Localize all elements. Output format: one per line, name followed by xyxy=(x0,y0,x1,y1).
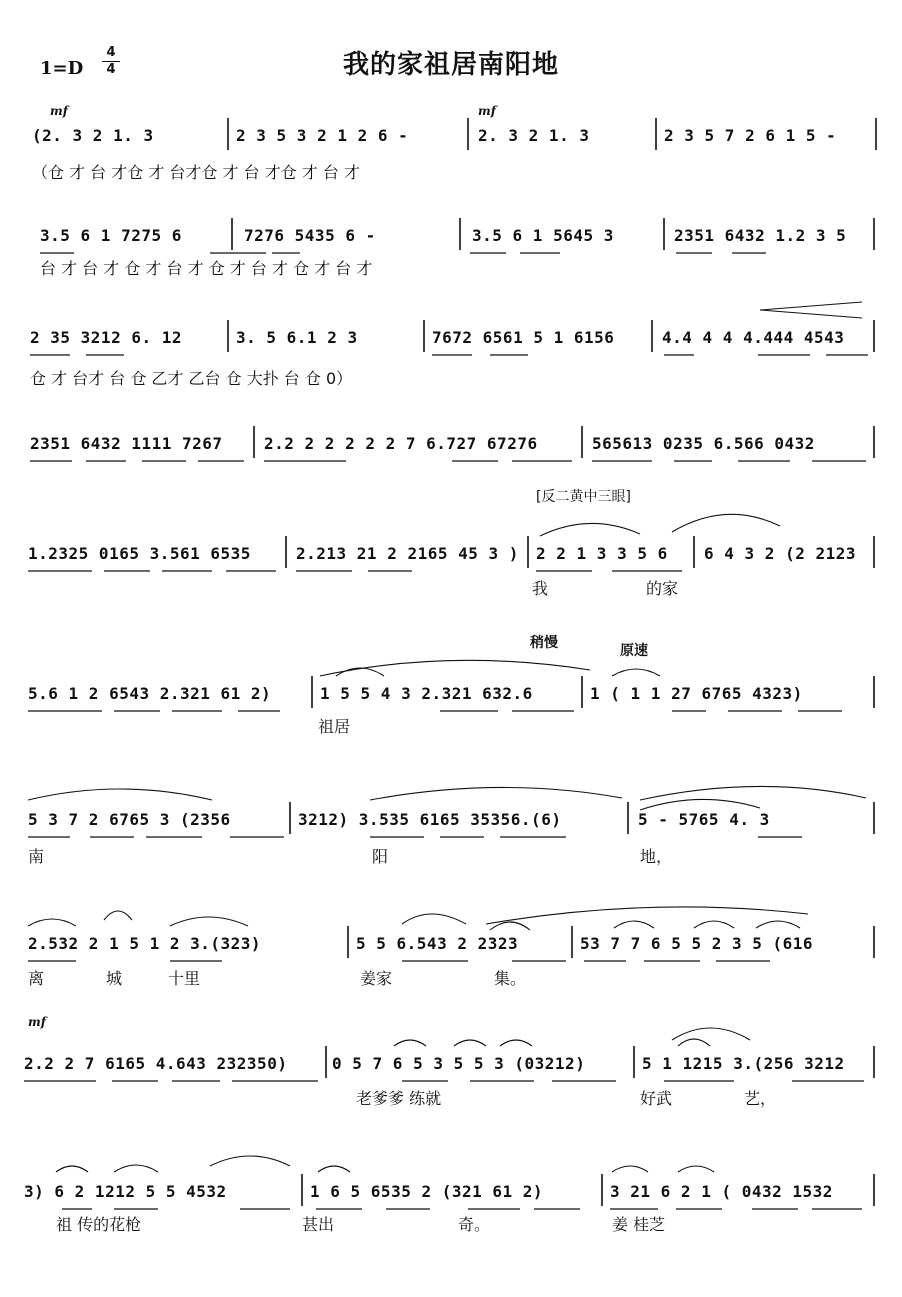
lyric: 南 xyxy=(28,847,45,866)
lyric: 十里 xyxy=(168,969,201,988)
dynamic-mark: mf xyxy=(50,104,68,118)
measure: 1 6 5 6535 2 (321 61 2) xyxy=(310,1182,544,1201)
tempo-mark-original: 原速 xyxy=(620,643,648,659)
slurs xyxy=(28,514,866,1172)
measure: 3212) 3.535 6165 35356.(6) xyxy=(298,810,562,829)
measure: 3 21 6 2 1 ( 0432 1532 xyxy=(610,1182,833,1201)
lyric: 地， xyxy=(640,847,673,866)
lyric: 离 xyxy=(28,969,45,988)
measure: 7276 5435 6 - xyxy=(244,226,376,245)
measure: 2 2 1 3 3 5 6 xyxy=(536,544,668,563)
lyric: 姜家 xyxy=(360,969,393,988)
measure: 5 3 7 2 6765 3 (2356 xyxy=(28,810,231,829)
measure: (2. 3 2 1. 3 xyxy=(32,126,154,145)
lyric: 奇。 xyxy=(458,1215,491,1234)
measure: 5 1 1215 3.(256 3212 xyxy=(642,1054,845,1073)
lyric: 祖 传的花枪 xyxy=(56,1215,142,1234)
measure: 1 5 5 4 3 2.321 632.6 xyxy=(320,684,533,703)
lyric: 姜 桂芝 xyxy=(612,1215,666,1234)
measure: 5.6 1 2 6543 2.321 61 2) xyxy=(28,684,272,703)
time-signature-top: 4 xyxy=(106,45,116,60)
measure: 5 5 6.543 2 2323 xyxy=(356,934,519,953)
measure: 2.213 21 2 2165 45 3 ) xyxy=(296,544,519,563)
time-signature-bottom: 4 xyxy=(106,62,116,77)
page-title: 我的家祖居南阳地 xyxy=(342,50,559,80)
measure: 2351 6432 1111 7267 xyxy=(30,434,223,453)
measure: 2 3 5 7 2 6 1 5 - xyxy=(664,126,837,145)
measure: 2351 6432 1.2 3 5 xyxy=(674,226,847,245)
lyric: 阳 xyxy=(372,847,389,866)
measure: 2.2 2 7 6165 4.643 232350) xyxy=(24,1054,288,1073)
percussion-line: 仓 才 台才 台 仓 乙才 乙台 仓 大扑 台 仓 0） xyxy=(30,369,353,388)
measure: 1 ( 1 1 27 6765 4323) xyxy=(590,684,803,703)
lyric: 城 xyxy=(106,969,123,988)
lyric: 集。 xyxy=(494,969,527,988)
measure: 2 3 5 3 2 1 2 6 - xyxy=(236,126,409,145)
measure: 2 35 3212 6. 12 xyxy=(30,328,182,347)
lyric: 甚出 xyxy=(302,1215,335,1234)
measure: 4.4 4 4 4.444 4543 xyxy=(662,328,845,347)
measure: 2.2 2 2 2 2 2 7 6.727 67276 xyxy=(264,434,538,453)
measure: 3.5 6 1 7275 6 xyxy=(40,226,182,245)
percussion-line: （仓 才 台 才仓 才 台才仓 才 台 才仓 才 台 才 xyxy=(32,163,360,182)
measure: 1.2325 0165 3.561 6535 xyxy=(28,544,251,563)
percussion-line: 台 才 台 才 仓 才 台 才 仓 才 台 才 仓 才 台 才 xyxy=(40,259,373,278)
measure: 3) 6 2 1212 5 5 4532 xyxy=(24,1182,227,1201)
lyric: 老爹爹 练就 xyxy=(356,1089,442,1108)
lyric: 艺， xyxy=(744,1089,777,1108)
measure: 565613 0235 6.566 0432 xyxy=(592,434,815,453)
measure: 2. 3 2 1. 3 xyxy=(478,126,590,145)
measure: 7672 6561 5 1 6156 xyxy=(432,328,615,347)
underline-beams xyxy=(24,253,868,1209)
tempo-mark-slower: 稍慢 xyxy=(530,635,558,651)
measure: 0 5 7 6 5 3 5 5 3 (03212) xyxy=(332,1054,586,1073)
dynamic-mark: mf xyxy=(478,104,496,118)
crescendo-hairpin xyxy=(760,302,862,318)
measure: 53 7 7 6 5 5 2 3 5 (616 xyxy=(580,934,814,953)
measure: 3. 5 6.1 2 3 xyxy=(236,328,358,347)
lyric: 的家 xyxy=(646,579,679,598)
lyric: 好武 xyxy=(640,1089,673,1108)
lyric: 祖居 xyxy=(318,717,351,736)
measure: 3.5 6 1 5645 3 xyxy=(472,226,614,245)
measure: 5 - 5765 4. 3 xyxy=(638,810,770,829)
measure: 6 4 3 2 (2 2123 xyxy=(704,544,856,563)
measure: 2.532 2 1 5 1 2 3.(323) xyxy=(28,934,262,953)
dynamic-mark: mf xyxy=(28,1015,46,1029)
key-signature: 1=D xyxy=(40,58,84,79)
barlines xyxy=(228,118,876,1206)
section-label: [反二黄中三眼] xyxy=(536,489,631,505)
lyric: 我 xyxy=(532,579,549,598)
